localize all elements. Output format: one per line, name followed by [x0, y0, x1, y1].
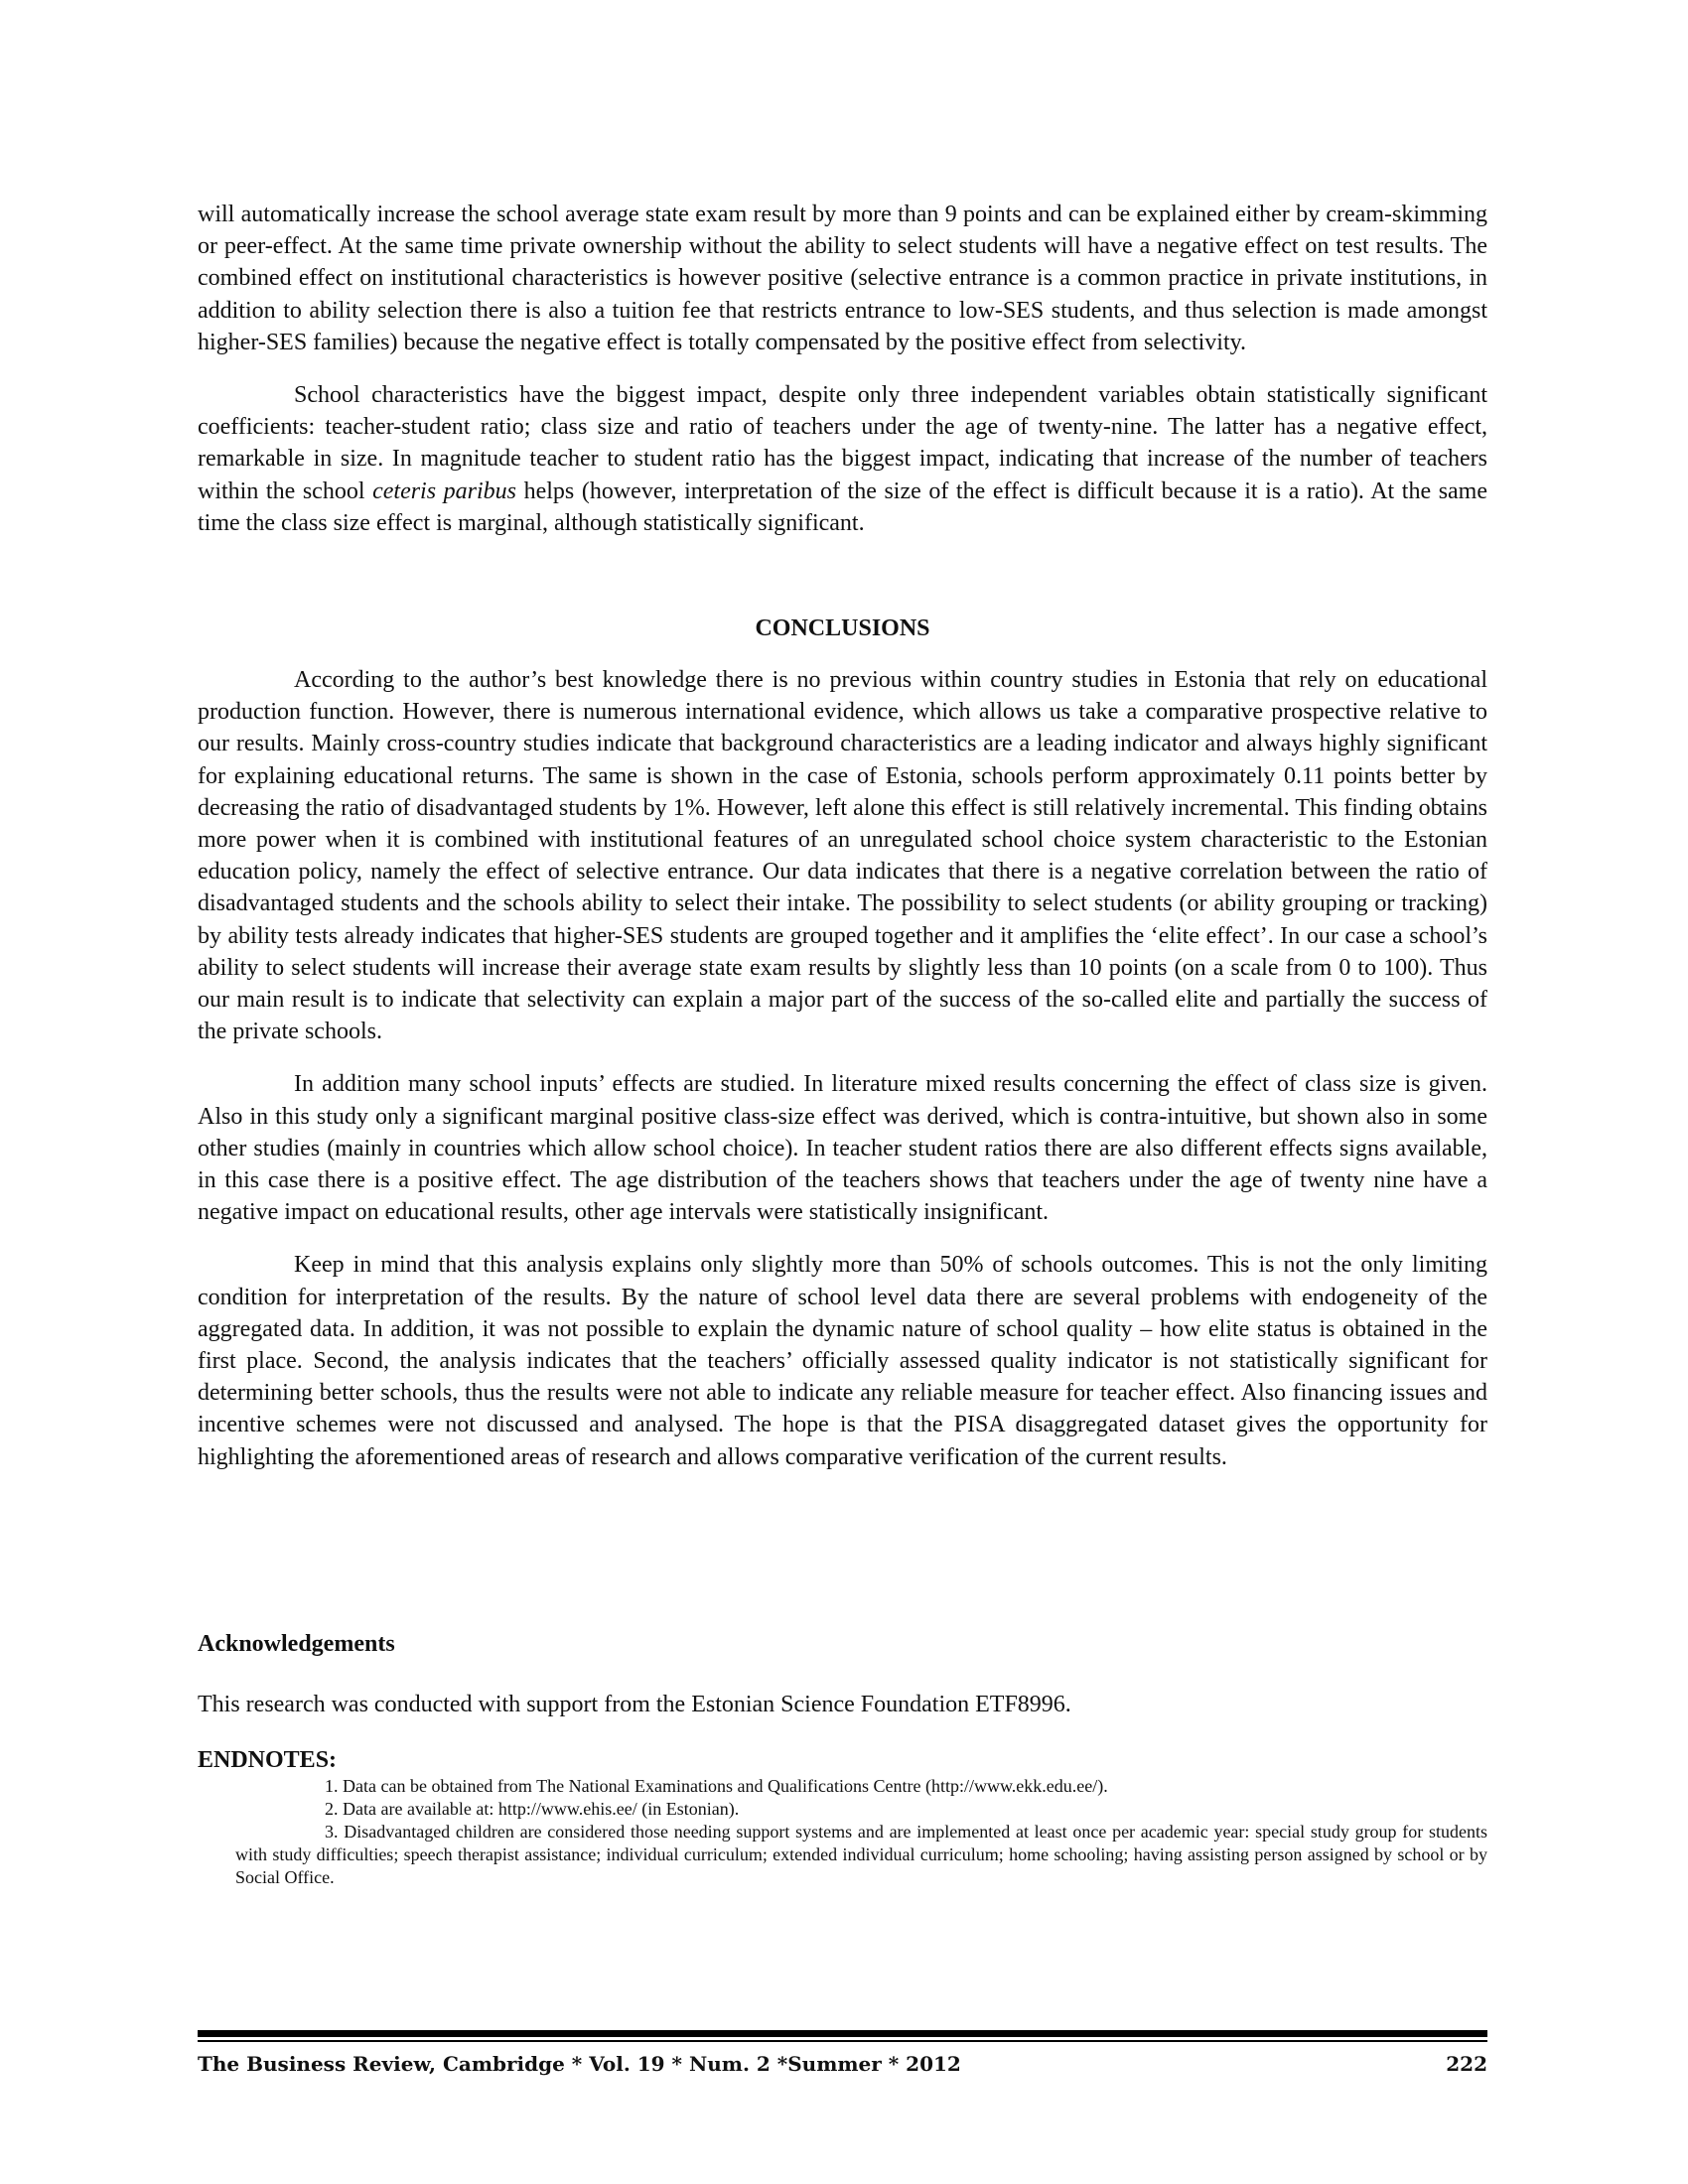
endnote-item: 2. Data are available at: http://www.ehis.ee/ (in Estonian).: [325, 1799, 740, 1819]
acknowledgements-heading: Acknowledgements: [198, 1631, 395, 1657]
paragraph-gap: [198, 1047, 1487, 1068]
conclusions-heading: CONCLUSIONS: [755, 615, 930, 641]
footer-rule-thick: [198, 2030, 1487, 2037]
paragraph-conclusions-1: According to the author’s best knowledge there is no previous within country studies in Estonia that rely on educational production function. However, there is numerous international evidence, which allows us take a comparative prospective relative to our results. Mainly cross-country studies indicate that background characteristics are a leading indicator and always highly significant for explaining educational returns. The same is shown in the case of Estonia, schools perform approximately 0.11 points better by decreasing the ratio of disadvantaged students by 1%. However, left alone this effect is still relatively incremental. This finding obtains more power when it is combined with institutional features of an unregulated school choice system characteristic to the Estonian education policy, namely the effect of selective entrance. Our data indicates that there is a negative correlation between the ratio of disadvantaged students and the schools ability to select their intake. The possibility to select students (or ability grouping or tracking) by ability tests already indicates that higher-SES students are grouped together and it amplifies the ‘elite effect’. In our case a school’s ability to select students will increase their average state exam results by slightly less than 10 points (on a scale from 0 to 100). Thus our main result is to indicate that selectivity can explain a major part of the success of the so-called elite and partially the success of the private schools.: [198, 667, 1487, 1045]
endnotes-list: [235, 1775, 1487, 1889]
paragraph-conclusions-2: In addition many school inputs’ effects are studied. In literature mixed results concerning the effect of class size is given. Also in this study only a significant marginal positive class-size effect was derived, which is contra-intuitive, but shown also in some other studies (mainly in countries which allow school choice). In teacher student ratios there are also different effects signs available, in this case there is a positive effect. The age distribution of the teachers shows that teachers under the age of twenty nine have a negative impact on educational results, other age intervals were statistically insignificant.: [198, 1071, 1487, 1226]
footer-journal-info: The Business Review, Cambridge * Vol. 19 * Num. 2 *Summer * 2012: [198, 2052, 961, 2076]
paragraph-continuation: will automatically increase the school average state exam result by more than 9 points and can be explained either by cream-skimming or peer-effect. At the same time private ownership without the ability to select students will have a negative effect on test results. The combined effect on institutional characteristics is however positive (selective entrance is a common practice in private institutions, in addition to ability selection there is also a tuition fee that restricts entrance to low-SES students, and thus selection is made amongst higher-SES families) because the negative effect is totally compensated by the positive effect from selectivity.: [198, 202, 1487, 355]
paragraph-gap: [198, 358, 1487, 379]
italic-term: ceteris paribus: [372, 478, 517, 504]
endnote-item: 3. Disadvantaged children are considered those needing support systems and are implemented at least once per academic year: special study group for students with study difficulties; speech therapist assistance; individual curriculum; extended individual curriculum; home schooling; having assisting person assigned by school or by Social Office.: [235, 1822, 1487, 1887]
page-number: 222: [1446, 2052, 1487, 2076]
paragraph-text: helps (however, interpretation of the size of the effect is difficult because it is a ratio). At the same time the class size effect is marginal, although statistically significant.: [198, 478, 1488, 536]
endnote-item: 1. Data can be obtained from The National Examinations and Qualifications Centre (http://www.ekk.edu.ee/).: [325, 1776, 1108, 1796]
paragraph-school-characteristics: [198, 379, 1487, 539]
conclusions-text: [198, 664, 1487, 1473]
paragraph-conclusions-3: Keep in mind that this analysis explains only slightly more than 50% of schools outcomes. This is not the only limiting condition for interpretation of the results. By the nature of school level data there are several problems with endogeneity of the aggregated data. In addition, it was not possible to explain the dynamic nature of school quality – how elite status is obtained in the first place. Second, the analysis indicates that the teachers’ officially assessed quality indicator is not statistically significant for determining better schools, thus the results were not able to indicate any reliable measure for teacher effect. Also financing issues and incentive schemes were not discussed and analysed. The hope is that the PISA disaggregated dataset gives the opportunity for highlighting the aforementioned areas of research and allows comparative verification of the current results.: [198, 1252, 1487, 1470]
endnotes-heading: ENDNOTES:: [198, 1747, 338, 1773]
paragraph-gap: [198, 1228, 1487, 1249]
footer-rule-thin: [198, 2040, 1487, 2042]
paragraph-text: School characteristics have the biggest impact, despite only three independent variables obtain statistically significant coefficients: teacher-student ratio; class size and ratio of teachers under the age of twenty-nine. The latter has a negative effect, remarkable in size. In magnitude teacher to student ratio has the biggest impact, indicating that increase of the number of teachers within the school: [198, 382, 1487, 504]
acknowledgements-text: This research was conducted with support from the Estonian Science Foundation ETF8996.: [198, 1692, 1071, 1717]
body-text: [198, 199, 1487, 539]
